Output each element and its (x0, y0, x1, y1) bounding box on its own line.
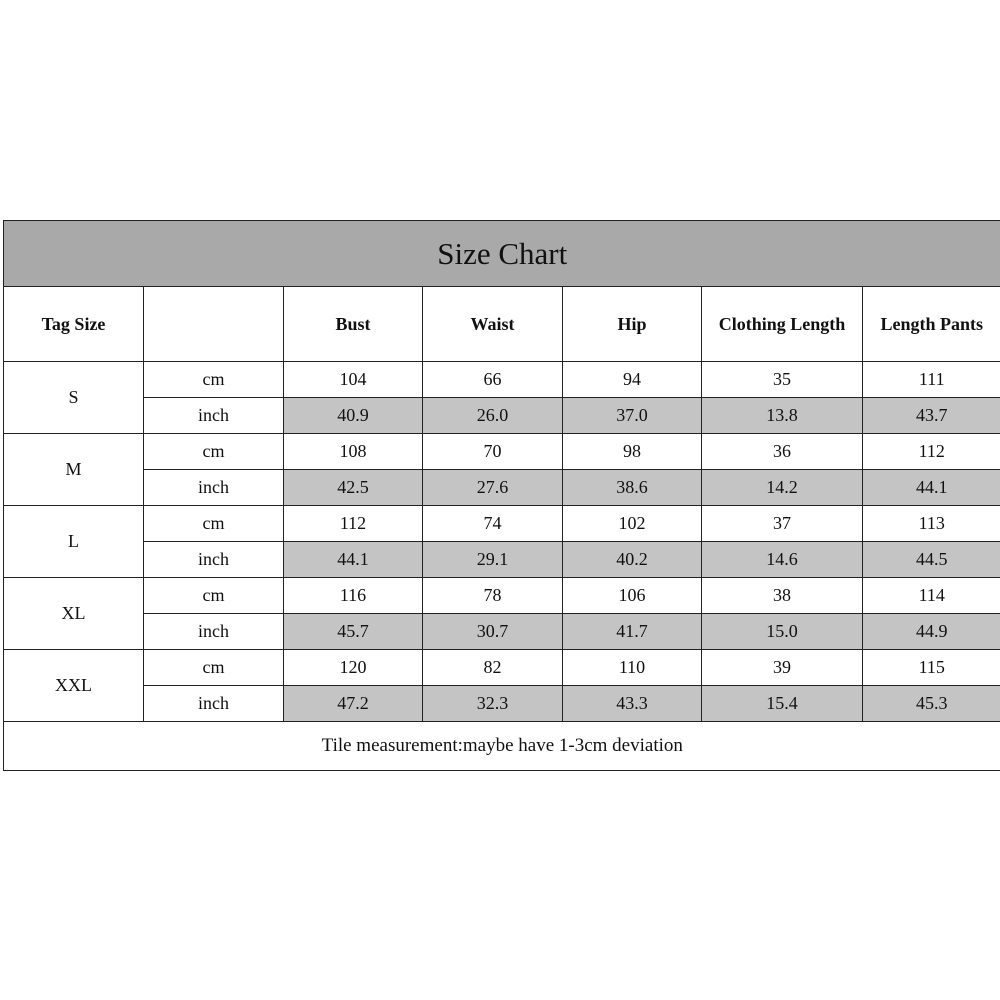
table-row (4, 578, 1000, 614)
header-tag-size: Tag Size (4, 287, 144, 362)
header-row (4, 287, 1000, 362)
cell-length-pants: 113 (863, 506, 1000, 542)
cell-length-pants: 44.9 (863, 614, 1000, 650)
unit-label: inch (144, 542, 284, 578)
cell-length-pants: 111 (863, 362, 1000, 398)
cell-hip: 106 (563, 578, 702, 614)
size-label: L (4, 506, 144, 578)
size-label: S (4, 362, 144, 434)
cell-waist: 78 (423, 578, 563, 614)
unit-label: inch (144, 470, 284, 506)
cell-waist: 30.7 (423, 614, 563, 650)
cell-hip: 41.7 (563, 614, 702, 650)
header-length-pants: Length Pants (863, 287, 1000, 362)
cell-clothing-length: 13.8 (702, 398, 863, 434)
cell-clothing-length: 15.4 (702, 686, 863, 722)
measurement-note: Tile measurement:maybe have 1-3cm deviation (4, 722, 1000, 771)
cell-bust: 120 (284, 650, 423, 686)
cell-bust: 47.2 (284, 686, 423, 722)
cell-length-pants: 115 (863, 650, 1000, 686)
cell-waist: 66 (423, 362, 563, 398)
cell-hip: 110 (563, 650, 702, 686)
unit-label: cm (144, 434, 284, 470)
cell-hip: 94 (563, 362, 702, 398)
unit-label: inch (144, 686, 284, 722)
table-row (4, 542, 1000, 578)
cell-bust: 44.1 (284, 542, 423, 578)
cell-length-pants: 44.1 (863, 470, 1000, 506)
table-row (4, 398, 1000, 434)
table-row (4, 650, 1000, 686)
note-row (4, 722, 1000, 771)
cell-waist: 26.0 (423, 398, 563, 434)
cell-waist: 27.6 (423, 470, 563, 506)
table-row (4, 362, 1000, 398)
cell-waist: 29.1 (423, 542, 563, 578)
cell-bust: 112 (284, 506, 423, 542)
size-table (3, 220, 1000, 771)
header-bust: Bust (284, 287, 423, 362)
cell-bust: 104 (284, 362, 423, 398)
cell-clothing-length: 39 (702, 650, 863, 686)
cell-waist: 82 (423, 650, 563, 686)
cell-length-pants: 45.3 (863, 686, 1000, 722)
header-unit (144, 287, 284, 362)
table-row (4, 614, 1000, 650)
unit-label: cm (144, 650, 284, 686)
cell-clothing-length: 37 (702, 506, 863, 542)
cell-clothing-length: 14.2 (702, 470, 863, 506)
cell-waist: 74 (423, 506, 563, 542)
header-clothing-length: Clothing Length (702, 287, 863, 362)
size-chart (3, 220, 1000, 771)
table-row (4, 470, 1000, 506)
cell-bust: 116 (284, 578, 423, 614)
cell-hip: 102 (563, 506, 702, 542)
unit-label: inch (144, 398, 284, 434)
cell-bust: 45.7 (284, 614, 423, 650)
cell-bust: 108 (284, 434, 423, 470)
cell-clothing-length: 14.6 (702, 542, 863, 578)
unit-label: inch (144, 614, 284, 650)
cell-hip: 40.2 (563, 542, 702, 578)
table-row (4, 434, 1000, 470)
chart-title: Size Chart (4, 221, 1000, 287)
size-label: M (4, 434, 144, 506)
cell-hip: 38.6 (563, 470, 702, 506)
cell-length-pants: 114 (863, 578, 1000, 614)
cell-clothing-length: 36 (702, 434, 863, 470)
header-hip: Hip (563, 287, 702, 362)
unit-label: cm (144, 506, 284, 542)
unit-label: cm (144, 362, 284, 398)
cell-hip: 37.0 (563, 398, 702, 434)
cell-clothing-length: 35 (702, 362, 863, 398)
header-waist: Waist (423, 287, 563, 362)
table-row (4, 506, 1000, 542)
cell-hip: 43.3 (563, 686, 702, 722)
cell-clothing-length: 15.0 (702, 614, 863, 650)
cell-length-pants: 44.5 (863, 542, 1000, 578)
cell-waist: 32.3 (423, 686, 563, 722)
cell-bust: 42.5 (284, 470, 423, 506)
cell-waist: 70 (423, 434, 563, 470)
size-label: XL (4, 578, 144, 650)
size-label: XXL (4, 650, 144, 722)
cell-hip: 98 (563, 434, 702, 470)
cell-bust: 40.9 (284, 398, 423, 434)
table-row (4, 686, 1000, 722)
cell-clothing-length: 38 (702, 578, 863, 614)
cell-length-pants: 112 (863, 434, 1000, 470)
cell-length-pants: 43.7 (863, 398, 1000, 434)
unit-label: cm (144, 578, 284, 614)
